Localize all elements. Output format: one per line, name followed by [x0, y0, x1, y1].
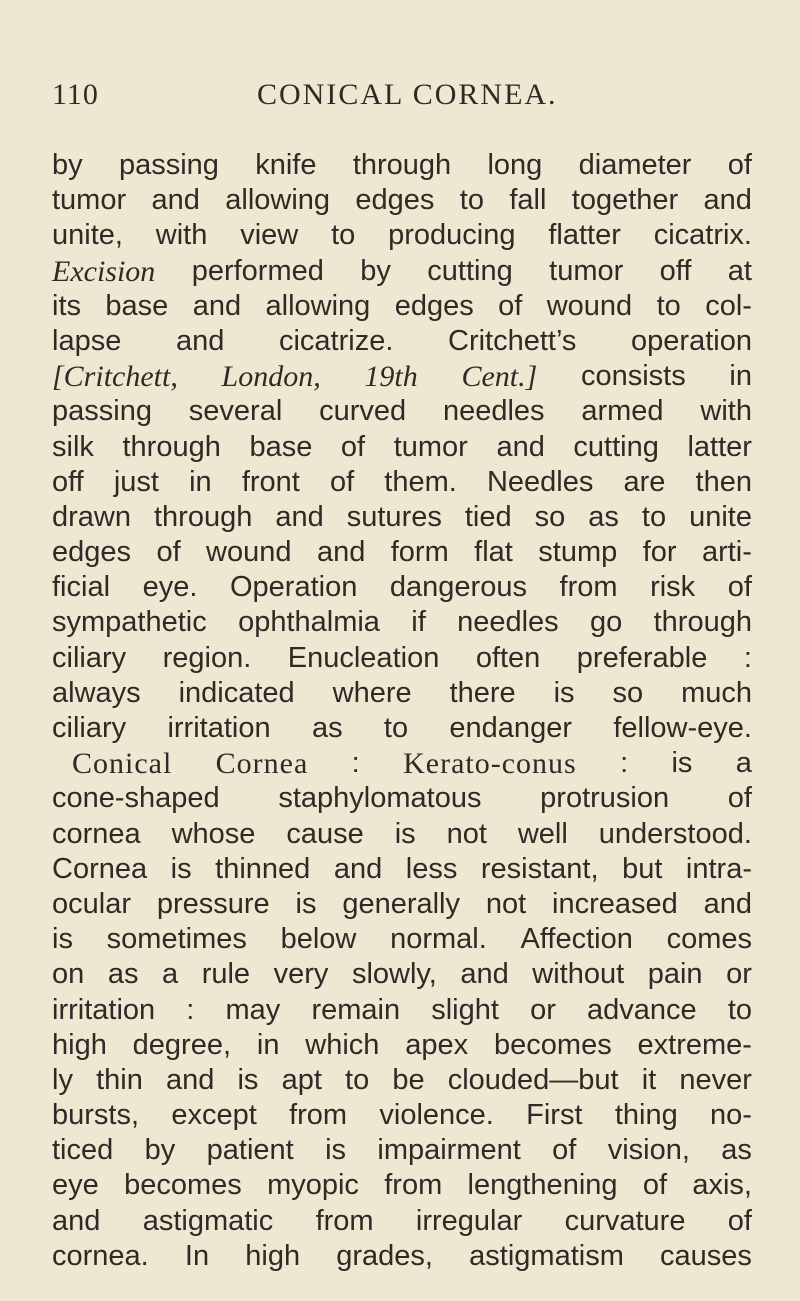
word: degree,	[132, 1028, 232, 1061]
word: astigmatic	[142, 1204, 274, 1237]
word: ophthalmia	[238, 606, 380, 639]
word: performed	[191, 254, 324, 287]
text-line	[52, 324, 752, 359]
text-line	[52, 500, 752, 535]
text-line	[52, 218, 752, 253]
word: except	[171, 1099, 257, 1132]
word: slowly,	[351, 958, 437, 991]
word: ly	[52, 1063, 73, 1096]
word: extreme-	[637, 1028, 752, 1061]
word: :	[743, 641, 752, 674]
word: ciliary	[52, 712, 127, 744]
word: of	[156, 536, 181, 569]
word: and	[52, 1204, 101, 1237]
word: less	[405, 852, 458, 885]
word: allowing	[225, 184, 331, 217]
word: them.	[384, 465, 457, 498]
word: fall	[509, 184, 547, 217]
word: in	[729, 360, 752, 393]
word: it	[641, 1063, 657, 1096]
text-line	[52, 676, 752, 711]
word: grades,	[336, 1239, 433, 1272]
word: and	[333, 852, 383, 885]
text-line	[52, 465, 752, 500]
italic-word: 19th	[364, 360, 418, 394]
word: below	[280, 923, 357, 956]
word: lengthening	[467, 1169, 618, 1202]
word: latter	[687, 430, 752, 463]
italic-word: London,	[221, 360, 321, 394]
word: tied	[464, 500, 512, 533]
chapter-title: CONICAL CORNEA.	[257, 78, 558, 111]
word: from	[384, 1169, 443, 1202]
word: base	[249, 430, 313, 463]
word: Needles	[486, 465, 594, 498]
word: on	[52, 958, 85, 991]
word: cicatrix.	[653, 219, 752, 252]
text-line	[52, 781, 752, 816]
page-number: 110	[52, 78, 99, 111]
word: passing	[52, 395, 152, 428]
word: armed	[581, 395, 664, 428]
word: comes	[666, 923, 752, 956]
word: protrusion	[540, 782, 670, 815]
word: violence.	[379, 1099, 494, 1132]
word: together	[571, 184, 679, 217]
word: drawn	[52, 500, 131, 533]
word: knife	[255, 149, 317, 181]
word: a	[735, 747, 752, 780]
word: front	[241, 465, 300, 498]
word: is	[295, 887, 317, 920]
word: much	[681, 676, 752, 709]
word: becomes	[124, 1169, 242, 1202]
word: silk	[52, 430, 94, 463]
word: normal.	[390, 923, 487, 956]
word: sometimes	[106, 923, 247, 956]
word: patient	[206, 1134, 294, 1167]
word: of	[727, 1204, 752, 1237]
word: arti-	[701, 536, 752, 569]
word: thing	[614, 1099, 678, 1132]
word: Enucleation	[287, 641, 440, 674]
body-text	[52, 148, 752, 1274]
word: to	[656, 289, 681, 322]
word: high	[52, 1028, 107, 1061]
text-line	[52, 1239, 752, 1274]
word: and	[151, 184, 200, 217]
text-line	[52, 359, 752, 394]
word: causes	[660, 1239, 752, 1272]
word: vision,	[607, 1134, 690, 1167]
word: tumor	[549, 254, 624, 287]
word: edges	[394, 289, 474, 322]
word: bursts,	[52, 1099, 140, 1132]
word: of	[727, 782, 752, 815]
word: to	[641, 500, 667, 533]
word: diameter	[578, 149, 692, 181]
word: region.	[162, 641, 252, 674]
word: needles	[442, 395, 545, 428]
word: several	[188, 395, 283, 428]
word: whose	[171, 817, 256, 850]
word: edges	[52, 536, 132, 569]
word: are	[623, 465, 666, 498]
word: Critchett’s	[448, 324, 577, 357]
word: irritation	[52, 993, 156, 1026]
word: of	[340, 430, 366, 463]
word: in	[256, 1028, 280, 1061]
word: stump	[538, 536, 618, 569]
word: consists	[580, 360, 686, 393]
word: myopic	[267, 1169, 359, 1202]
word: curved	[319, 395, 407, 428]
word: through	[653, 606, 752, 639]
word: go	[590, 606, 623, 639]
word: off	[659, 254, 692, 287]
word: be	[392, 1063, 425, 1096]
word: tumor	[393, 430, 468, 463]
italic-word: [Critchett,	[52, 360, 178, 394]
word: at	[727, 254, 752, 287]
text-line	[52, 957, 752, 992]
word: and	[192, 289, 242, 322]
word: often	[475, 641, 541, 674]
word: to	[727, 993, 752, 1026]
text-line	[52, 1028, 752, 1063]
word: from	[289, 1099, 348, 1132]
small-caps-word: Kerato-conus	[403, 747, 577, 781]
word: Cornea	[52, 852, 148, 885]
word: and	[496, 430, 545, 463]
word: as	[107, 958, 139, 991]
word: rule	[201, 958, 251, 991]
word: as	[311, 712, 343, 744]
word: tumor	[52, 184, 127, 217]
word: and	[165, 1063, 215, 1096]
word: if	[411, 606, 426, 639]
word: from	[559, 571, 618, 604]
word: apt	[281, 1063, 322, 1096]
word: not	[446, 817, 487, 850]
word: risk	[650, 571, 696, 604]
word: not	[485, 887, 527, 920]
word: view	[240, 219, 299, 252]
running-head	[52, 78, 748, 118]
italic-word: Excision	[52, 254, 156, 288]
word: axis,	[692, 1169, 752, 1202]
word: as	[721, 1134, 752, 1167]
word: or	[530, 993, 556, 1026]
word: ficial	[52, 571, 111, 604]
word: dangerous	[389, 571, 527, 604]
text-line	[52, 535, 752, 570]
word: ticed	[52, 1134, 114, 1167]
word: staphylomatous	[278, 782, 482, 815]
word: in	[189, 465, 212, 498]
word: with	[155, 219, 208, 252]
word: to	[345, 1063, 370, 1096]
word: eye.	[142, 571, 198, 604]
text-line	[52, 641, 752, 676]
word: wound	[206, 536, 292, 569]
word: sutures	[346, 500, 442, 533]
word: irritation	[167, 712, 271, 744]
word: generally	[342, 887, 460, 920]
word: by	[144, 1134, 176, 1167]
word: pressure	[156, 887, 270, 920]
word: then	[695, 465, 752, 498]
word: to	[459, 184, 484, 217]
word: for	[642, 536, 677, 569]
word: thinned	[215, 852, 311, 885]
word: endanger	[449, 712, 572, 744]
word: understood.	[598, 817, 752, 850]
word: unite	[689, 500, 752, 533]
word: flat	[474, 536, 513, 569]
text-line	[52, 817, 752, 852]
word: wound	[546, 289, 633, 322]
word: becomes	[494, 1028, 612, 1061]
word: impairment	[377, 1134, 521, 1167]
word: there	[449, 676, 516, 709]
word: and	[175, 324, 225, 357]
text-line	[52, 1204, 752, 1239]
word: needles	[457, 606, 559, 639]
word: where	[332, 676, 412, 709]
word: with	[700, 395, 752, 428]
text-line	[52, 254, 752, 289]
word: may	[225, 993, 281, 1026]
word: and	[275, 500, 324, 533]
word: to	[383, 712, 409, 744]
word: edges	[355, 184, 435, 217]
word: cone-shaped	[52, 782, 220, 815]
word: indicated	[178, 676, 295, 709]
word: thin	[96, 1063, 143, 1096]
word: :	[351, 747, 360, 780]
text-line	[52, 922, 752, 957]
word: so	[534, 500, 566, 533]
word: is	[671, 747, 693, 780]
word: is	[394, 817, 416, 850]
word: remain	[311, 993, 401, 1026]
word: of	[727, 571, 752, 604]
word: curvature	[564, 1204, 686, 1237]
word: is	[325, 1134, 347, 1167]
word: through	[352, 149, 452, 181]
word: and	[703, 887, 752, 920]
word: :	[186, 993, 195, 1026]
word: advance	[587, 993, 697, 1026]
text-line	[52, 605, 752, 640]
italic-word: Cent.]	[461, 360, 538, 394]
word: so	[612, 676, 644, 709]
text-line	[52, 1098, 752, 1133]
word: is	[237, 1063, 259, 1096]
text-line	[52, 570, 752, 605]
text-line	[52, 394, 752, 429]
word: In	[184, 1239, 210, 1272]
word: slight	[431, 993, 499, 1026]
word: resistant,	[480, 852, 599, 885]
word: sympathetic	[52, 606, 207, 639]
word: eye	[52, 1169, 99, 1202]
text-line	[52, 887, 752, 922]
text-line	[52, 993, 752, 1028]
word: of	[498, 289, 523, 322]
text-line	[52, 289, 752, 324]
word: lapse	[52, 324, 122, 357]
text-line	[52, 852, 752, 887]
word: of	[329, 465, 355, 498]
word: Affection	[520, 923, 633, 956]
word: no-	[710, 1099, 752, 1132]
word: passing	[118, 149, 219, 181]
word: is	[170, 852, 192, 885]
word: preferable	[576, 641, 708, 674]
word: cornea.	[52, 1239, 149, 1272]
text-line	[52, 183, 752, 218]
text-line	[52, 1063, 752, 1098]
word: which	[305, 1028, 380, 1061]
word: increased	[552, 887, 678, 920]
word: cutting	[427, 254, 513, 287]
word: astigmatism	[469, 1239, 624, 1272]
word: unite,	[52, 219, 123, 252]
word: ciliary	[52, 641, 127, 674]
text-line	[52, 711, 752, 746]
word: First	[526, 1099, 583, 1132]
word: cutting	[573, 430, 659, 463]
word: from	[315, 1204, 374, 1237]
word: by	[360, 254, 391, 287]
word: cornea	[52, 817, 141, 850]
word: fellow-eye.	[613, 712, 752, 744]
section-heading-line	[52, 746, 752, 781]
word: off	[52, 465, 84, 498]
word: ocular	[52, 887, 131, 920]
word: very	[273, 958, 329, 991]
word: always	[52, 676, 141, 709]
word: pain	[647, 958, 703, 991]
word: form	[390, 536, 449, 569]
word: of	[642, 1169, 668, 1202]
word: :	[620, 747, 629, 780]
small-caps-word: Conical	[72, 747, 173, 781]
word: to	[331, 219, 356, 252]
word: is	[52, 923, 73, 956]
word: never	[679, 1063, 752, 1096]
word: as	[588, 500, 619, 533]
word: producing	[388, 219, 516, 252]
text-line	[52, 1168, 752, 1203]
word: well	[517, 817, 568, 850]
word: of	[552, 1134, 577, 1167]
word: base	[105, 289, 169, 322]
word: apex	[405, 1028, 469, 1061]
word: cicatrize.	[278, 324, 394, 357]
word: col-	[705, 289, 752, 322]
word: irregular	[415, 1204, 523, 1237]
word: intra-	[685, 852, 752, 885]
word: high	[245, 1239, 301, 1272]
word: just	[113, 465, 159, 498]
word: cause	[286, 817, 364, 850]
word: through	[154, 500, 253, 533]
word: and	[460, 958, 509, 991]
word: or	[726, 958, 752, 991]
text-line	[52, 430, 752, 465]
text-line	[52, 1133, 752, 1168]
small-caps-word: Cornea	[215, 747, 309, 781]
word: by	[52, 149, 83, 181]
word: allowing	[265, 289, 371, 322]
word: is	[553, 676, 575, 709]
word: clouded—but	[447, 1063, 619, 1096]
word: of	[727, 149, 752, 181]
word: through	[122, 430, 221, 463]
word: and	[703, 184, 752, 217]
word: its	[52, 289, 81, 322]
word: long	[487, 149, 543, 181]
word: a	[162, 958, 179, 991]
word: operation	[631, 324, 752, 357]
word: without	[532, 958, 625, 991]
text-line	[52, 148, 752, 183]
word: but	[622, 852, 663, 885]
word: flatter	[548, 219, 621, 252]
word: and	[316, 536, 366, 569]
word: Operation	[229, 571, 358, 604]
